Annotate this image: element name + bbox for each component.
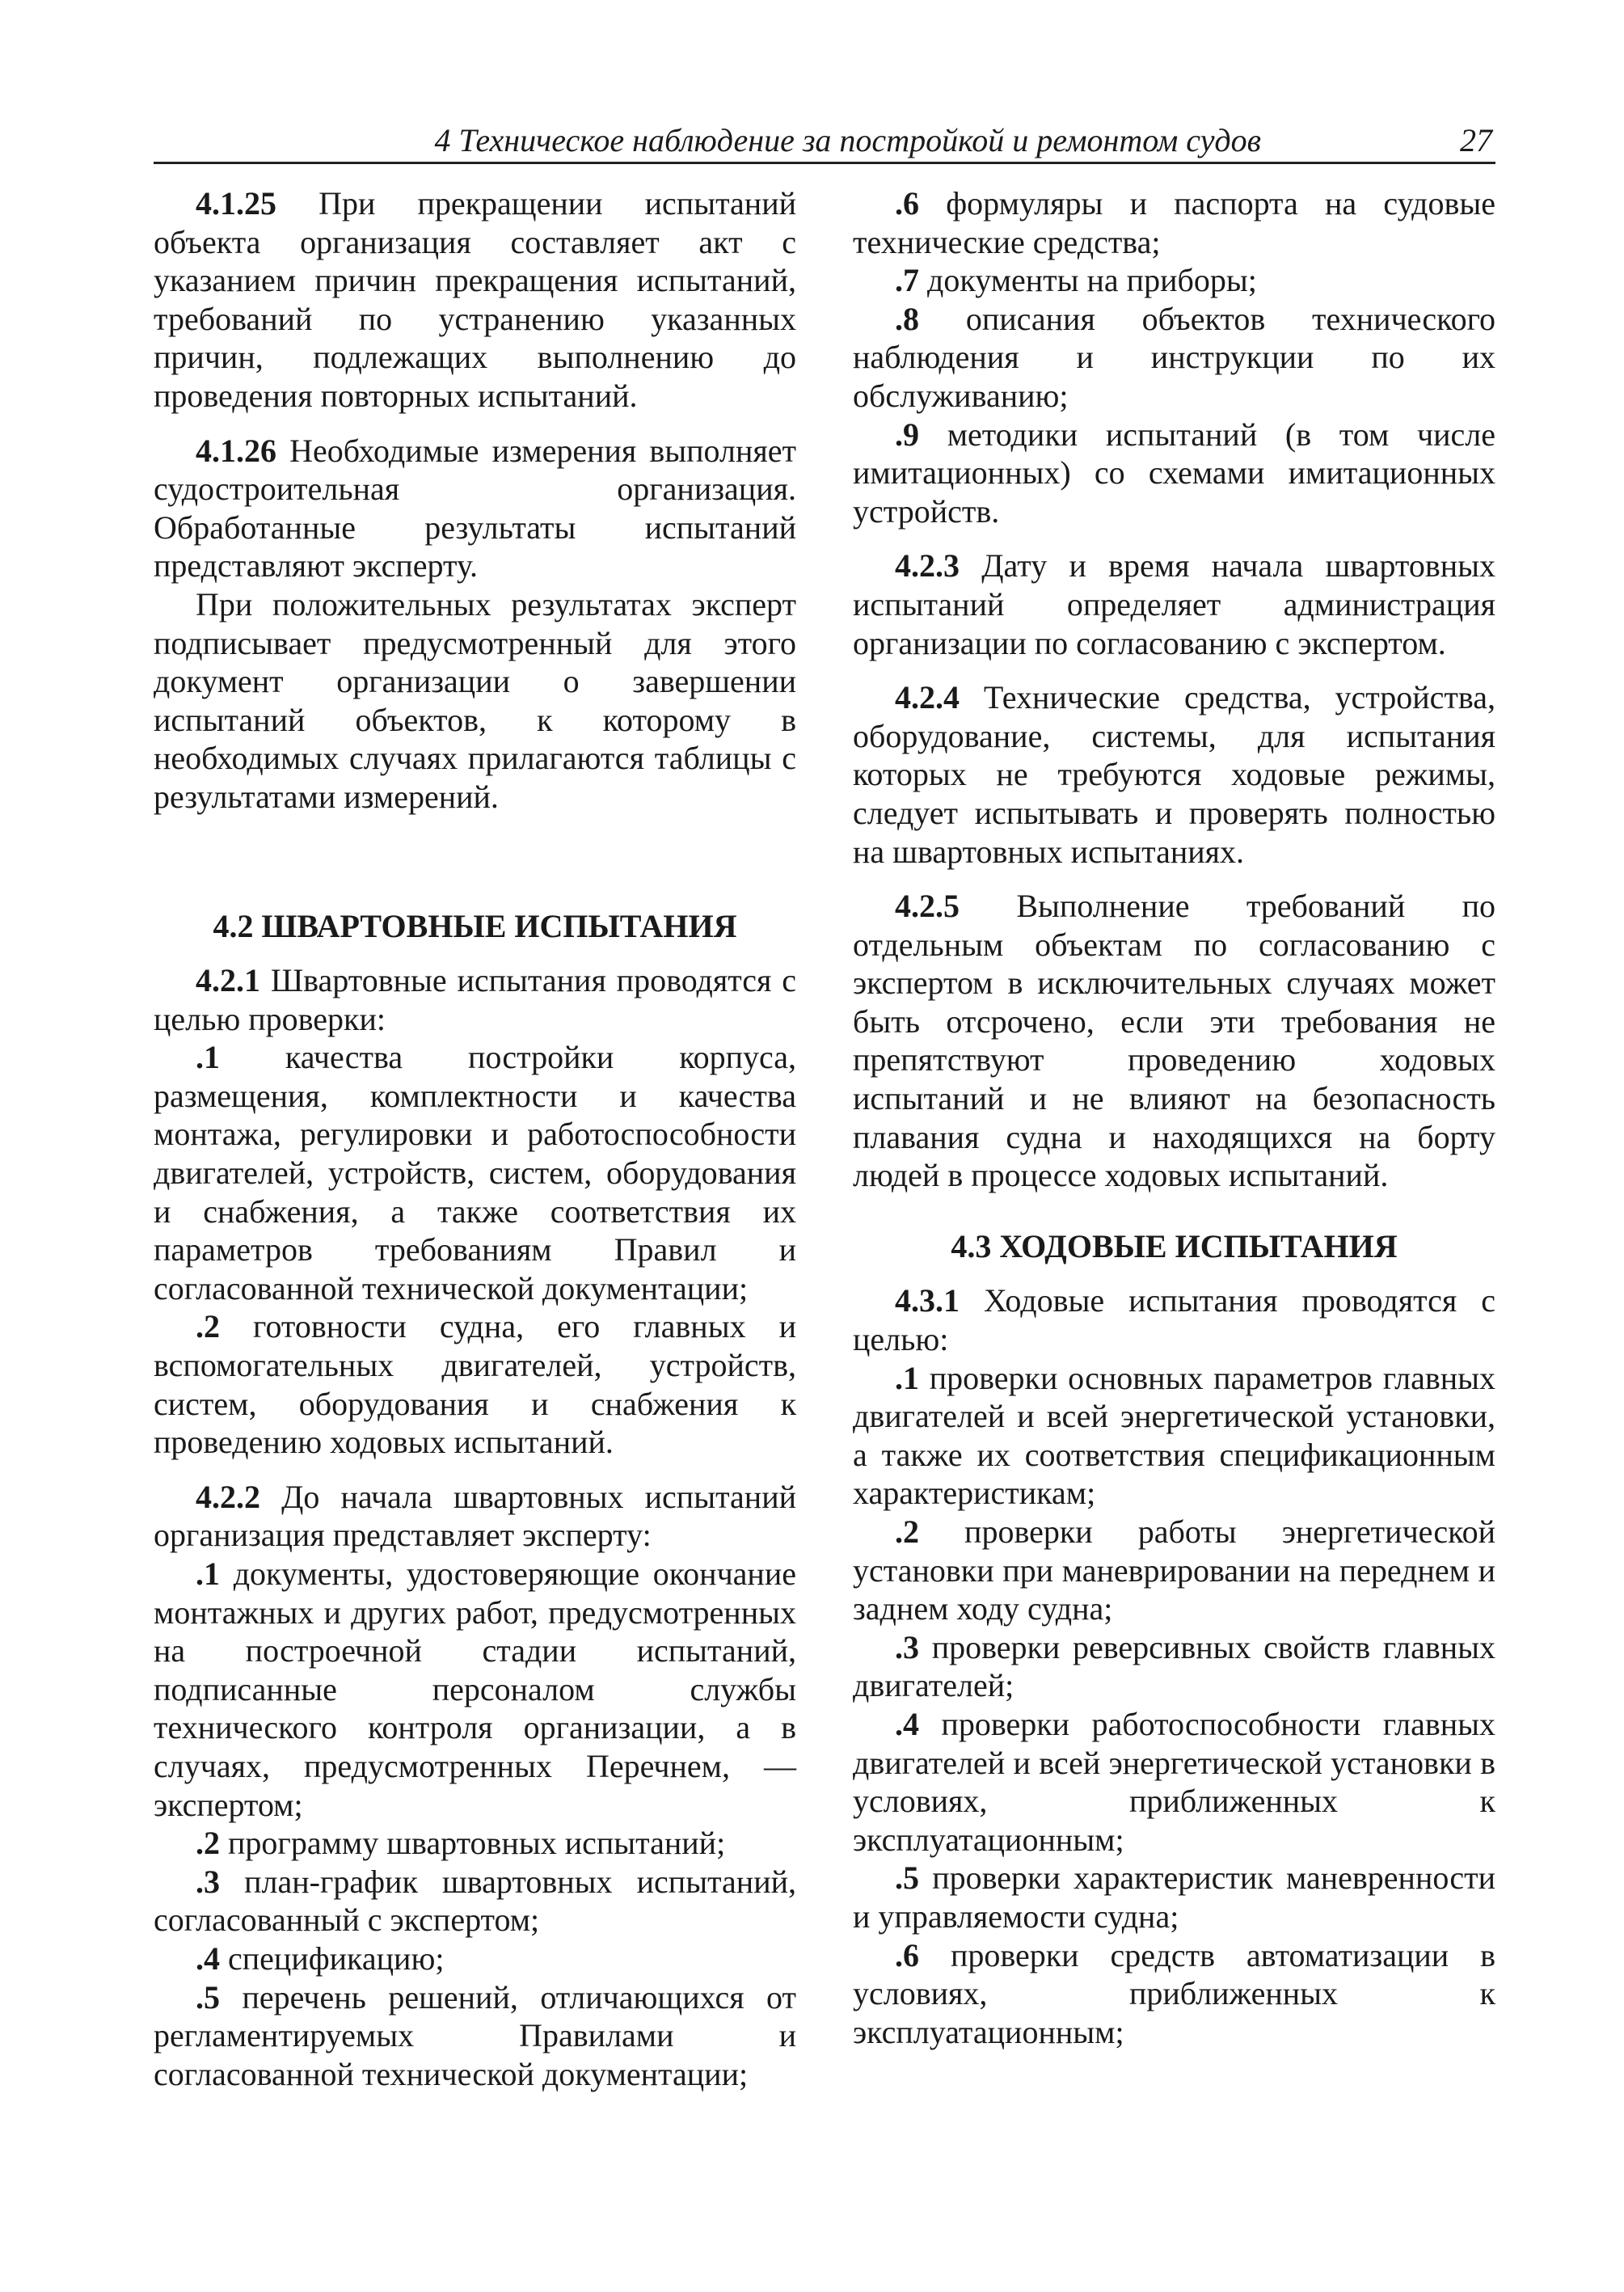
clause-number: 4.2.3 <box>895 547 960 585</box>
paragraph-positive-results: При положительных результатах эксперт подписывает предусмотренный для этого документ организации о завершении испытаний объектов, к которому в необходимых случаях прилагаются таблицы с результатами измерений. <box>154 585 796 815</box>
section-title-4-3: 4.3 ХОДОВЫЕ ИСПЫТАНИЯ <box>951 1227 1398 1264</box>
item-text: методики испытаний (в том числе имитационных) со схемами имитационных устройств. <box>853 416 1495 530</box>
clause-number: 4.3.1 <box>895 1282 960 1319</box>
clause-text: Дату и время начала швартовных испытаний определяет администрация организации по согласованию с экспертом. <box>853 547 1496 661</box>
clause-number: 4.1.25 <box>196 185 276 222</box>
clause-number: 4.2.5 <box>895 888 960 925</box>
item-number: .5 <box>895 1859 919 1897</box>
item-text: перечень решений, отличающихся от регламентируемых Правилами и согласованной технической документации; <box>154 1978 797 2092</box>
item-number: .8 <box>895 300 919 337</box>
item-text: проверки работоспособности главных двигателей и всей энергетической установки в условиях, приближенных к эксплуатационным; <box>853 1705 1495 1858</box>
clause-number: 4.2.1 <box>196 962 260 999</box>
list-item <box>154 1307 796 1461</box>
item-text: документы, удостоверяющие окончание монтажных и других работ, предусмотренных на построечной стадии испытаний, подписанные персоналом службы технического контроля организации, а в случаях, предусмотренных Перечнем, — экспертом; <box>154 1555 797 1823</box>
item-number: .4 <box>895 1705 919 1742</box>
section-title-4-2: 4.2 ШВАРТОВНЫЕ ИСПЫТАНИЯ <box>213 907 737 944</box>
item-number: .1 <box>895 1359 919 1396</box>
list-item <box>853 416 1495 531</box>
item-text: описания объектов технического наблюдения и инструкции по их обслуживанию; <box>853 300 1495 414</box>
clause-number: 4.1.26 <box>196 432 276 469</box>
item-text: документы на приборы; <box>927 262 1257 299</box>
clause-number: 4.2.2 <box>196 1478 260 1515</box>
clause-text: Швартовные испытания проводятся с целью проверки: <box>154 962 796 1037</box>
list-item <box>853 261 1495 300</box>
paragraph-4-2-5 <box>853 887 1495 1195</box>
running-title: 4 Техническое наблюдение за постройкой и ремонтом судов <box>434 122 1261 158</box>
list-item <box>154 1940 796 1978</box>
list-item <box>853 1936 1495 2052</box>
clause-text: Выполнение требований по отдельным объектам по согласованию с экспертом в исключительных случаях может быть отсрочено, если эти требования не препятствуют проведению ходовых испытаний и не влияют на безопасность плавания судна и находящихся на борту людей в процессе ходовых испытаний. <box>853 888 1496 1194</box>
clause-text: Ходовые испытания проводятся с целью: <box>853 1282 1495 1358</box>
clause-text: При прекращении испытаний объекта организация составляет акт с указанием причин прекращения испытаний, требований по устранению указанных причин, подлежащих выполнению до проведения повторных испытаний. <box>154 185 797 414</box>
item-text: качества постройки корпуса, размещения, комплектности и качества монтажа, регулировки и работоспособности двигателей, устройств, систем, оборудования и снабжения, а также соответствия их параметров требованиям Правил и согласованной технической документации; <box>154 1039 796 1306</box>
list-item <box>853 1859 1495 1935</box>
list-item <box>853 1513 1495 1628</box>
list-item <box>853 300 1495 416</box>
item-number: .6 <box>895 185 919 222</box>
item-number: .1 <box>196 1555 220 1592</box>
page-header <box>154 112 1495 164</box>
item-text: готовности судна, его главных и вспомогательных двигателей, устройств, систем, оборудования и снабжения к проведению ходовых испытаний. <box>154 1308 797 1461</box>
clause-text: Технические средства, устройства, оборудование, системы, для испытания которых не требуются ходовые режимы, следует испытывать и проверять полностью на швартовных испытаниях. <box>853 679 1495 870</box>
list-item <box>853 1628 1495 1705</box>
list-item <box>154 1555 796 1824</box>
item-number: .5 <box>196 1978 220 2016</box>
item-number: .2 <box>196 1308 220 1345</box>
item-text: проверки основных параметров главных двигателей и всей энергетической установки, а также их соответствия спецификационным характеристикам; <box>853 1359 1495 1512</box>
paragraph-4-1-25 <box>154 184 796 416</box>
paragraph-4-1-26 <box>154 432 796 585</box>
item-text: проверки работы энергетической установки при маневрировании на переднем и заднем ходу судна; <box>853 1513 1495 1627</box>
list-item <box>154 1824 796 1863</box>
paragraph-4-2-1 <box>154 961 796 1038</box>
item-text: проверки реверсивных свойств главных двигателей; <box>853 1628 1496 1704</box>
paragraph-4-2-3 <box>853 547 1495 662</box>
list-item <box>154 1978 796 2094</box>
item-number: .1 <box>196 1039 220 1076</box>
clause-text: До начала швартовных испытаний организация представляет эксперту: <box>154 1478 797 1554</box>
item-number: .3 <box>196 1863 220 1900</box>
paragraph-4-2-4 <box>853 678 1495 871</box>
clause-number: 4.2.4 <box>895 679 960 716</box>
item-number: .6 <box>895 1936 919 1973</box>
item-text: план-график швартовных испытаний, согласованный с экспертом; <box>154 1863 797 1939</box>
item-number: .4 <box>196 1940 220 1977</box>
item-text: формуляры и паспорта на судовые технические средства; <box>853 185 1495 260</box>
item-number: .2 <box>895 1513 919 1550</box>
item-number: .2 <box>196 1825 220 1862</box>
right-column <box>853 184 1495 2051</box>
item-text: программу швартовных испытаний; <box>228 1825 726 1862</box>
item-text: спецификацию; <box>228 1940 445 1977</box>
list-item <box>853 184 1495 261</box>
paragraph-4-3-1 <box>853 1281 1495 1358</box>
list-item <box>853 1705 1495 1859</box>
paragraph-4-2-2 <box>154 1478 796 1555</box>
item-text: проверки характеристик маневренности и управляемости судна; <box>853 1859 1495 1935</box>
left-column <box>154 184 796 2093</box>
item-number: .9 <box>895 416 919 453</box>
clause-text: Необходимые измерения выполняет судостроительная организация. Обработанные результаты испытаний представляют эксперту. <box>154 432 796 585</box>
item-text: проверки средств автоматизации в условиях, приближенных к эксплуатационным; <box>853 1936 1495 2050</box>
list-item <box>853 1359 1495 1513</box>
list-item <box>154 1038 796 1307</box>
list-item <box>154 1863 796 1940</box>
page-number: 27 <box>1460 122 1492 158</box>
item-number: .7 <box>895 262 919 299</box>
item-number: .3 <box>895 1628 919 1665</box>
